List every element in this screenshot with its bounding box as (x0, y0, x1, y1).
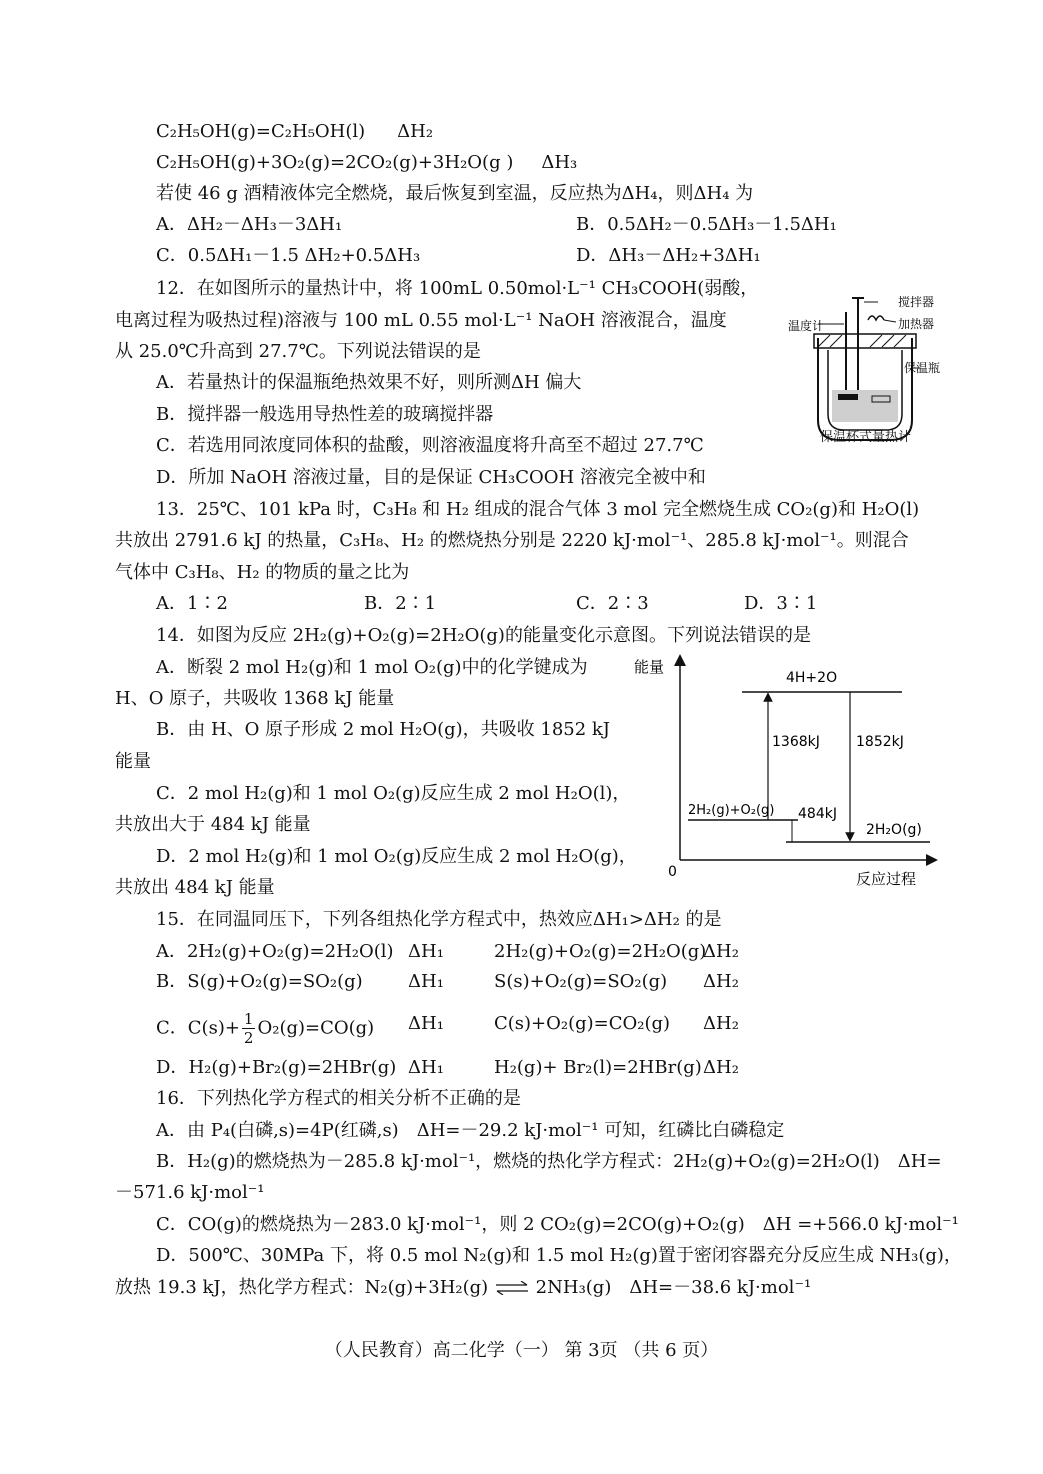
left-arrow-label: 1368kJ (772, 734, 820, 750)
q16-option-d-2: 放热 19.3 kJ，热化学方程式：N₂(g)+3H₂(g) 2NH₃(g) ΔH=－38.6 kJ·mol⁻¹ (115, 1277, 812, 1298)
x-axis-label: 反应过程 (856, 870, 917, 888)
q15-row-c-right: C(s)+O₂(g)=CO₂(g) (494, 1013, 671, 1034)
one-half-fraction: $\frac{1}{2}$ (243, 1010, 254, 1047)
q16-option-b-2: －571.6 kJ·mol⁻¹ (115, 1182, 265, 1203)
q16-option-a: A．由 P₄(白磷,s)=4P(红磷,s) ΔH=－29.2 kJ·mol⁻¹ 可知，红磷比白磷稳定 (156, 1120, 785, 1141)
y-axis-label: 能量 (634, 658, 665, 676)
q12-option-d: D．所加 NaOH 溶液过量，目的是保证 CH₃COOH 溶液完全被中和 (156, 467, 706, 488)
q14-option-d-2: 共放出 484 kJ 能量 (115, 877, 275, 898)
q11-option-b: B．0.5ΔH₂－0.5ΔH₃－1.5ΔH₁ (576, 214, 837, 235)
q13-stem-3: 气体中 C₃H₈、H₂ 的物质的量之比为 (115, 562, 410, 583)
right-arrow-label: 1852kJ (856, 734, 904, 750)
q13-option-a: A．1∶2 (156, 593, 228, 614)
top-level-label: 4H+2O (786, 670, 838, 686)
q14-option-c-2: 共放出大于 484 kJ 能量 (115, 814, 311, 835)
q14-option-c-1: C．2 mol H₂(g)和 1 mol O₂(g)反应生成 2 mol H₂O(l)， (156, 783, 631, 804)
q13-stem-1: 13．25℃、101 kPa 时，C₃H₈ 和 H₂ 组成的混合气体 3 mol 完全燃烧生成 CO₂(g)和 H₂O(l) (156, 499, 920, 520)
origin-label: 0 (668, 864, 677, 880)
q11-eq3: C₂H₅OH(g)+3O₂(g)=2CO₂(g)+3H₂O(g ) ΔH₃ (156, 152, 578, 173)
energy-diagram (630, 650, 940, 890)
q15-stem: 15．在同温同压下，下列各组热化学方程式中，热效应ΔH₁>ΔH₂ 的是 (156, 909, 722, 930)
q15-row-d: D．H₂(g)+Br₂(g)=2HBr(g) (156, 1057, 397, 1078)
q12-stem-3: 从 25.0℃升高到 27.7℃。下列说法错误的是 (115, 341, 481, 362)
heater-label: 加热器 (898, 317, 935, 331)
q15-row-c: C．C(s)+ $\frac{1}{2}$ O₂(g)=CO(g) (156, 1010, 375, 1047)
calorimeter-caption: 保温杯式量热计 (820, 430, 912, 445)
q15-row-c-dh1: ΔH₁ (408, 1013, 444, 1034)
product-label: 2H₂O(g) (866, 822, 922, 838)
q15-row-a-dh1: ΔH₁ (408, 941, 444, 962)
q11-eq2: C₂H₅OH(g)=C₂H₅OH(l) ΔH₂ (156, 121, 434, 142)
q15-row-d-right: H₂(g)+ Br₂(l)=2HBr(g) (494, 1057, 702, 1078)
q15-row-b-right: S(s)+O₂(g)=SO₂(g) (494, 971, 668, 992)
q12-option-c: C．若选用同浓度同体积的盐酸，则溶液温度将升高至不超过 27.7℃ (156, 435, 704, 456)
q16-option-b-1: B．H₂(g)的燃烧热为－285.8 kJ·mol⁻¹，燃烧的热化学方程式：2H₂(g)+O₂(g)=2H₂O(l) ΔH= (156, 1151, 942, 1172)
q14-option-b-1: B．由 H、O 原子形成 2 mol H₂O(g)，共吸收 1852 kJ (156, 719, 611, 740)
q13-option-b: B．2∶1 (364, 593, 437, 614)
q11-option-d: D．ΔH₃－ΔH₂+3ΔH₁ (576, 245, 761, 266)
flask-label: 保温瓶 (904, 361, 941, 375)
q11-option-c: C．0.5ΔH₁－1.5 ΔH₂+0.5ΔH₃ (156, 245, 421, 266)
stirrer-label: 搅拌器 (898, 295, 935, 309)
q15-row-a-right: 2H₂(g)+O₂(g)=2H₂O(g) (494, 941, 707, 962)
q16-option-d-1: D．500℃、30MPa 下，将 0.5 mol N₂(g)和 1.5 mol H₂(g)置于密闭容器充分反应生成 NH₃(g)， (156, 1245, 962, 1266)
q11-option-a: A．ΔH₂－ΔH₃－3ΔH₁ (156, 214, 343, 235)
page-footer: （人民教育）高二化学（一） 第 3页 （共 6 页） (324, 1340, 719, 1361)
q15-row-a-dh2: ΔH₂ (703, 941, 739, 962)
q12-stem-1: 12．在如图所示的量热计中，将 100mL 0.50mol·L⁻¹ CH₃COOH(弱酸， (156, 278, 759, 299)
q12-option-b: B．搅拌器一般选用导热性差的玻璃搅拌器 (156, 404, 494, 425)
q11-stem: 若使 46 g 酒精液体完全燃烧，最后恢复到室温，反应热为ΔH₄，则ΔH₄ 为 (156, 183, 754, 204)
q14-stem: 14．如图为反应 2H₂(g)+O₂(g)=2H₂O(g)的能量变化示意图。下列说法错误的是 (156, 625, 811, 646)
thermometer-label: 温度计 (788, 319, 825, 333)
q13-option-d: D．3∶1 (744, 593, 818, 614)
delta-label: 484kJ (798, 806, 837, 822)
q15-row-d-dh1: ΔH₁ (408, 1057, 444, 1078)
q15-row-b: B．S(g)+O₂(g)=SO₂(g) (156, 971, 363, 992)
q14-option-b-2: 能量 (115, 751, 151, 772)
q14-option-a-1: A．断裂 2 mol H₂(g)和 1 mol O₂(g)中的化学键成为 (156, 657, 588, 678)
q15-row-d-dh2: ΔH₂ (703, 1057, 739, 1078)
q16-stem: 16．下列热化学方程式的相关分析不正确的是 (156, 1088, 521, 1109)
q14-option-a-2: H、O 原子，共吸收 1368 kJ 能量 (115, 688, 395, 709)
q13-stem-2: 共放出 2791.6 kJ 的热量，C₃H₈、H₂ 的燃烧热分别是 2220 kJ·mol⁻¹、285.8 kJ·mol⁻¹。则混合 (115, 530, 909, 551)
reactants-label: 2H₂(g)+O₂(g) (688, 803, 775, 818)
q15-row-b-dh1: ΔH₁ (408, 971, 444, 992)
q15-row-c-dh2: ΔH₂ (703, 1013, 739, 1034)
q13-option-c: C．2∶3 (576, 593, 649, 614)
q15-row-a: A．2H₂(g)+O₂(g)=2H₂O(l) (156, 941, 394, 962)
q12-stem-2: 电离过程为吸热过程)溶液与 100 mL 0.55 mol·L⁻¹ NaOH 溶液混合，温度 (115, 310, 727, 331)
q12-option-a: A．若量热计的保温瓶绝热效果不好，则所测ΔH 偏大 (156, 372, 582, 393)
q15-row-b-dh2: ΔH₂ (703, 971, 739, 992)
q16-option-c: C．CO(g)的燃烧热为－283.0 kJ·mol⁻¹，则 2 CO₂(g)=2CO(g)+O₂(g) ΔH =+566.0 kJ·mol⁻¹ (156, 1214, 959, 1235)
equilibrium-arrow-icon (494, 1281, 530, 1295)
q14-option-d-1: D．2 mol H₂(g)和 1 mol O₂(g)反应生成 2 mol H₂O(g)， (156, 846, 637, 867)
